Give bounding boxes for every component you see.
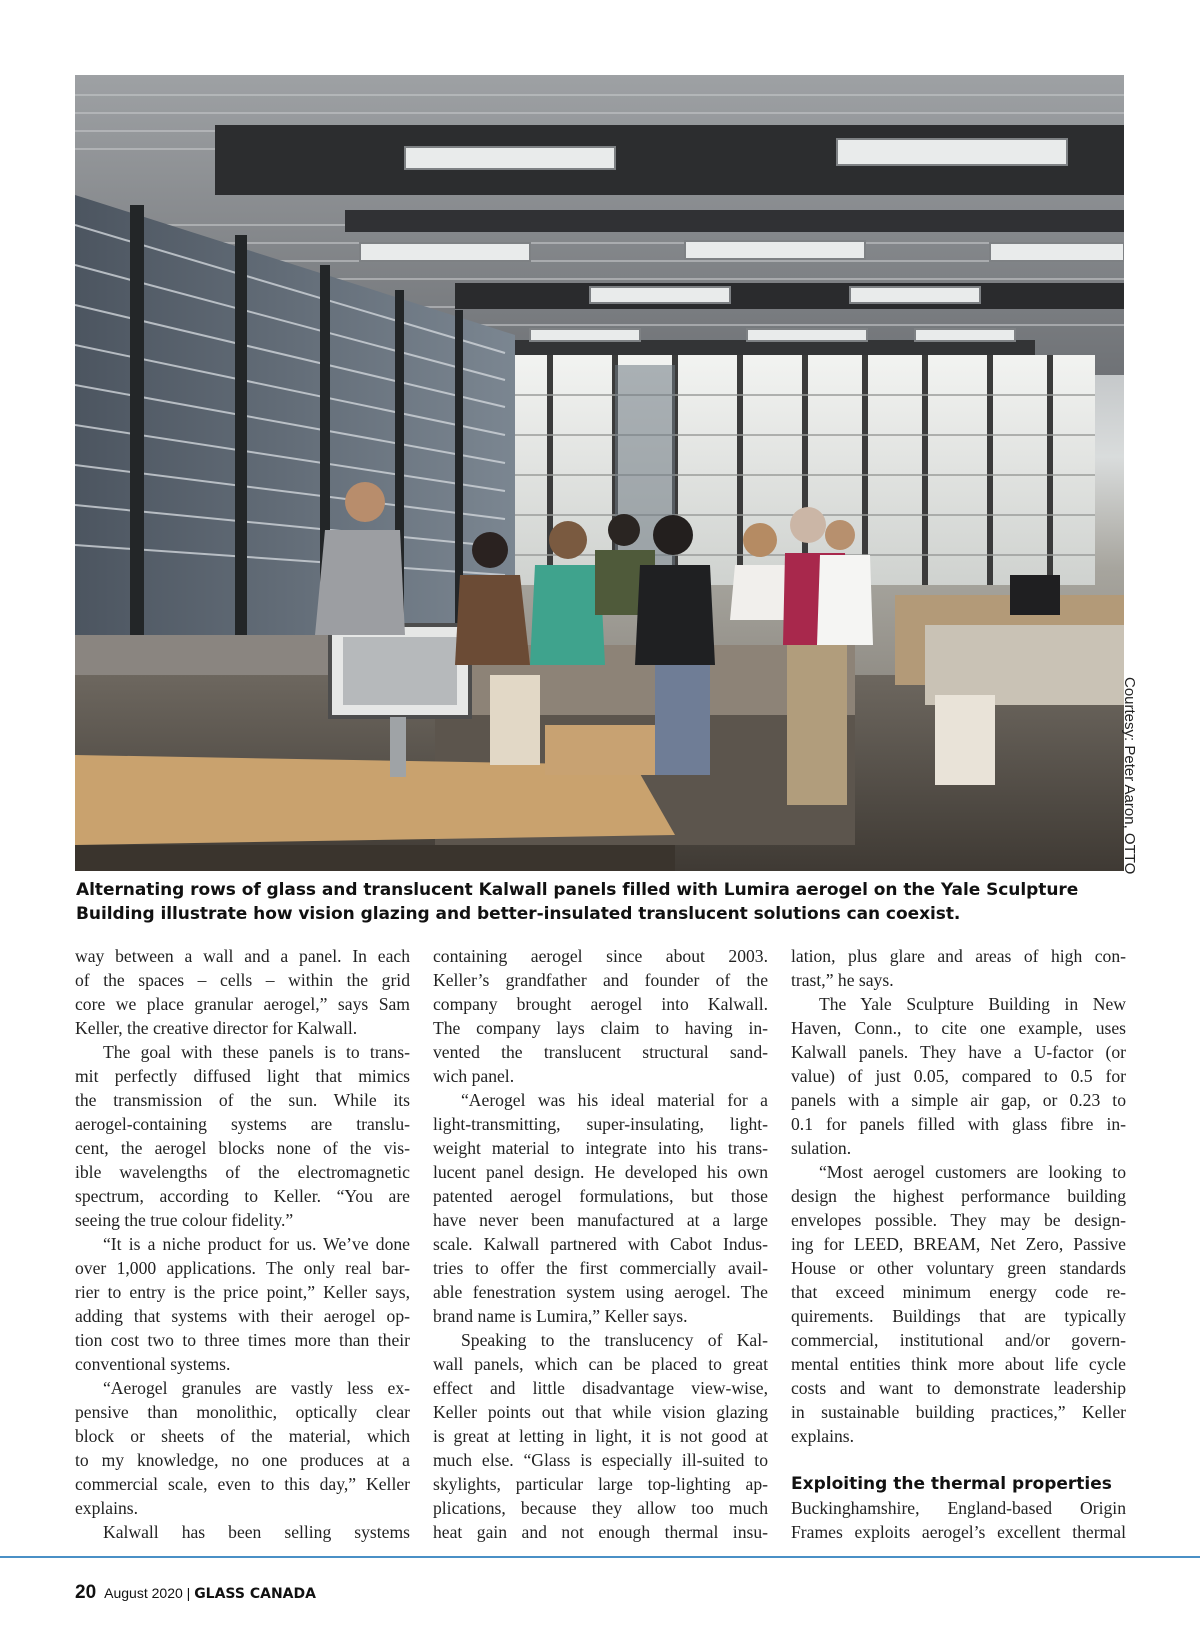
text-line: “Most aerogel customers are looking to [819,1162,1126,1182]
text-line: scale. Kalwall partnered with Cabot Indus- [433,1234,768,1254]
text-line: Frames exploits aerogel’s excellent thermal [791,1522,1126,1542]
text-line: conventional systems. [75,1354,231,1374]
text-line: sulation. [791,1138,852,1158]
text-line: wich panel. [433,1066,515,1086]
issue-date: August 2020 | [104,1585,195,1601]
text-line: is great at letting in light, it is not good at [433,1426,768,1446]
text-line: spectrum, according to Keller. “You are [75,1186,410,1206]
text-line: able fenestration system using aerogel. The [433,1282,768,1302]
text-line: explains. [75,1498,139,1518]
text-line: mit perfectly diffused light that mimics [75,1066,410,1086]
text-line: weight material to integrate into his trans- [433,1138,768,1158]
text-line: mental entities think more about life cycle [791,1354,1126,1374]
studio-scene-illustration [75,75,1124,871]
text-line: over 1,000 applications. The only real bar- [75,1258,410,1278]
text-line: ing for LEED, BREAM, Net Zero, Passive [791,1234,1126,1254]
text-line: way between a wall and a panel. In each [75,946,410,966]
caption-line: Building illustrate how vision glazing and better-insulated translucent solutions can coexist. [76,904,961,924]
magazine-name: GLASS CANADA [194,1586,316,1602]
text-line: tries to offer the first commercially avail- [433,1258,768,1278]
text-line: explains. [791,1426,855,1446]
text-line: panels with a simple air gap, or 0.23 to [791,1090,1126,1110]
text-line: plications, because they allow too much [433,1498,768,1518]
footer-rule [0,1556,1200,1558]
text-line: tion cost two to three times more than their [75,1330,410,1350]
text-line: The Yale Sculpture Building in New [819,994,1126,1014]
text-line: The goal with these panels is to trans- [103,1042,410,1062]
text-line: pensive than monolithic, optically clear [75,1402,410,1422]
caption-line: Alternating rows of glass and translucent Kalwall panels filled with Lumira aerogel on the Yale Sculpture [76,880,1079,900]
article-column-2 [433,944,768,1544]
text-line: block or sheets of the material, which [75,1426,410,1446]
text-line: cent, the aerogel blocks none of the vis- [75,1138,410,1158]
text-line: effect and little disadvantage view-wise, [433,1378,768,1398]
text-line: seeing the true colour fidelity.” [75,1210,294,1230]
text-line: The company lays claim to having in- [433,1018,768,1038]
text-line: lation, plus glare and areas of high con- [791,946,1126,966]
text-line: patented aerogel formulations, but those [433,1186,768,1206]
text-line: “It is a niche product for us. We’ve done [103,1234,410,1254]
text-line: containing aerogel since about 2003. [433,946,768,966]
text-line: Speaking to the translucency of Kal- [461,1330,768,1350]
text-line: rier to entry is the price point,” Keller says, [75,1282,410,1302]
photo-caption [76,878,1126,926]
text-line: commercial scale, even to this day,” Keller [75,1474,410,1494]
text-line: envelopes possible. They may be design- [791,1210,1126,1230]
text-line: Keller points out that while vision glazing [433,1402,768,1422]
text-line: brand name is Lumira,” Keller says. [433,1306,688,1326]
text-line: quirements. Buildings that are typically [791,1306,1126,1326]
text-line: Buckinghamshire, England-based Origin [791,1498,1126,1518]
text-line: heat gain and not enough thermal insu- [433,1522,768,1542]
section-heading: Exploiting the thermal properties [791,1474,1112,1494]
text-line: “Aerogel granules are vastly less ex- [103,1378,410,1398]
text-line: company brought aerogel into Kalwall. [433,994,768,1014]
text-line: wall panels, which can be placed to great [433,1354,768,1374]
photo-credit: Courtesy: Peter Aaron, OTTO [1121,677,1138,875]
text-line: skylights, particular large top-lighting ap- [433,1474,768,1494]
text-line: much else. “Glass is especially ill-suited to [433,1450,768,1470]
text-line: Kalwall panels. They have a U-factor (or [791,1042,1126,1062]
article-column-1 [75,944,410,1544]
text-line: lucent panel design. He developed his own [433,1162,768,1182]
text-line: aerogel-containing systems are translu- [75,1114,410,1134]
text-line: Haven, Conn., to cite one example, uses [791,1018,1126,1038]
text-line: commercial, institutional and/or govern- [791,1330,1126,1350]
text-line: in sustainable building practices,” Keller [791,1402,1126,1422]
text-line: costs and want to demonstrate leadership [791,1378,1126,1398]
text-line: that exceed minimum energy code re- [791,1282,1126,1302]
text-line: the transmission of the sun. While its [75,1090,410,1110]
text-line: trast,” he says. [791,970,894,990]
article-column-3 [791,944,1126,1544]
text-line: design the highest performance building [791,1186,1126,1206]
text-line: House or other voluntary green standards [791,1258,1126,1278]
text-line: core we place granular aerogel,” says Sam [75,994,410,1014]
text-line: Kalwall has been selling systems [103,1522,410,1542]
text-line: “Aerogel was his ideal material for a [461,1090,768,1110]
text-line: have never been manufactured at a large [433,1210,768,1230]
paragraph-gap [791,1448,1126,1472]
text-line: of the spaces – cells – within the grid [75,970,410,990]
text-line: 0.1 for panels filled with glass fibre in- [791,1114,1126,1134]
article-photo [75,75,1124,871]
text-line: Keller, the creative director for Kalwall. [75,1018,358,1038]
text-line: Keller’s grandfather and founder of the [433,970,768,990]
text-line: adding that systems with their aerogel op- [75,1306,410,1326]
text-line: vented the translucent structural sand- [433,1042,768,1062]
text-line: light-transmitting, super-insulating, light- [433,1114,768,1134]
text-line: to my knowledge, no one produces at a [75,1450,410,1470]
page-number: 20 [75,1582,97,1603]
text-line: value) of just 0.05, compared to 0.5 for [791,1066,1126,1086]
page-footer [75,1582,316,1604]
text-line: ible wavelengths of the electromagnetic [75,1162,410,1182]
